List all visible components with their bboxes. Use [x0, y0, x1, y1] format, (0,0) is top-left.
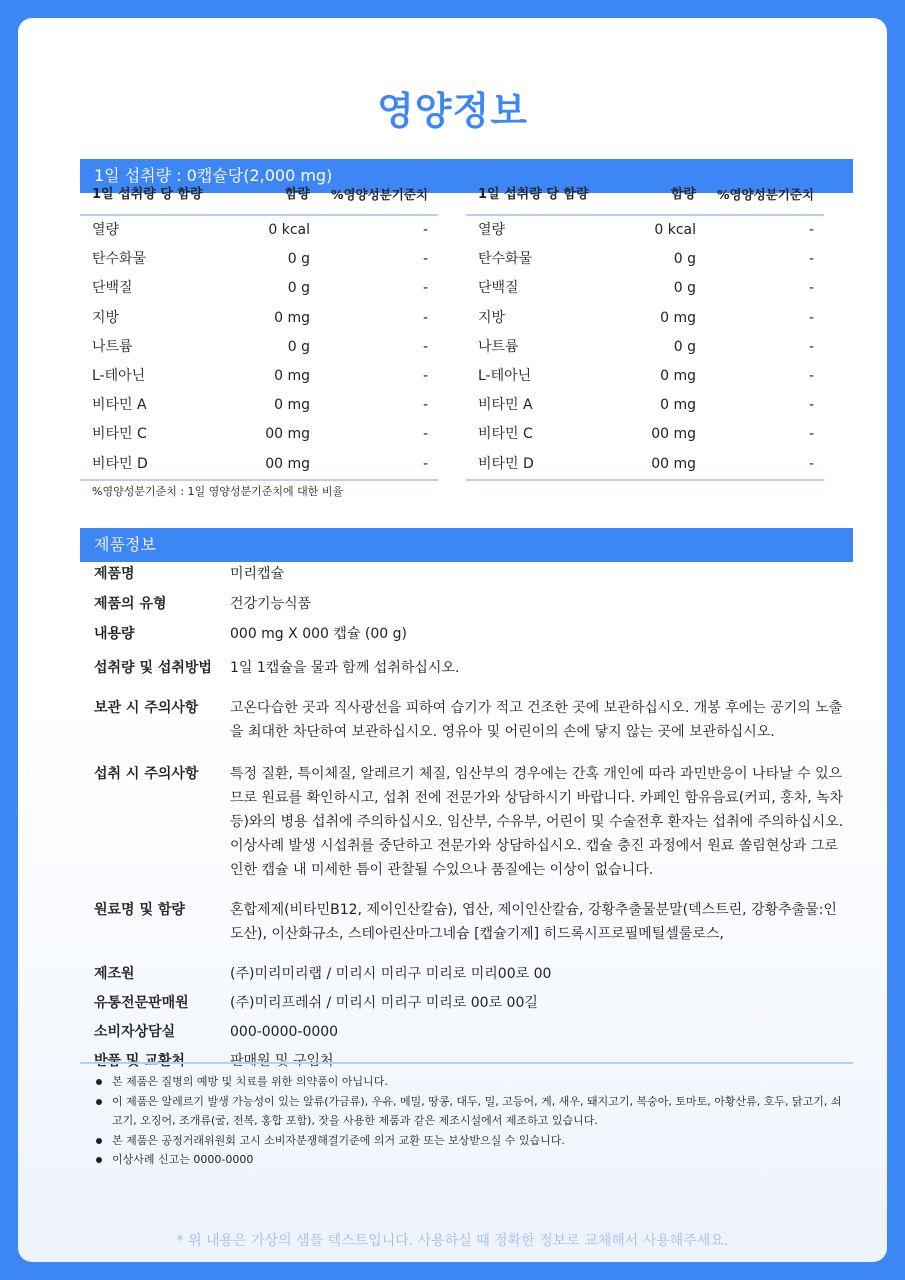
nutrient-name: 비타민 C [92, 426, 147, 443]
nutrient-daily-value: - [422, 338, 428, 355]
table-row [80, 274, 438, 303]
nutrient-amount: 0 g [673, 338, 696, 355]
nutrient-name: 비타민 A [478, 397, 533, 414]
info-label: 제품의 유형 [94, 596, 167, 612]
nutrient-amount: 0 kcal [654, 222, 696, 238]
nutrient-daily-value: - [808, 338, 814, 355]
nutrient-name: 나트륨 [92, 338, 133, 355]
header-daily-value: %영양성분기준치 [330, 187, 428, 202]
table-header [80, 176, 438, 216]
info-row-storage [80, 696, 853, 762]
table-row [80, 304, 438, 333]
table-row [80, 362, 438, 391]
nutrient-name: 나트륨 [478, 338, 519, 355]
header-per-serving: 1일 섭취량 당 함량 [478, 187, 589, 202]
table-row [466, 304, 824, 333]
info-value: 특정 질환, 특이체질, 알레르기 체질, 임산부의 경우에는 간혹 개인에 따라 과민반응이 나타날 수 있으므로 원료를 확인하시고, 섭취 전에 전문가와 상담하시기 바랍니다. 카페인 함유음료(커피, 홍차, 녹차 등)와의 병용 섭취에 주의하십시오. 임산부, 수유부, 어린이 및 수술전후 환자는 섭취에 주의하십시오. 이상사례 발생 시섭취를 중단하고 전문가와 상담하십시오. 캡슐 충진 과정에서 원료 쏠림현상과 그로인한 캡슐 내 미세한 틈이 관찰될 수있으나 품질에는 이상이 없습니다. [230, 766, 844, 878]
nutrient-amount: 0 mg [274, 367, 310, 384]
nutrient-amount: 00 mg [265, 426, 310, 443]
nutrient-name: 열량 [478, 222, 506, 238]
info-value: 고온다습한 곳과 직사광선을 피하여 습기가 적고 건조한 곳에 보관하십시오. 개봉 후에는 공기의 노출을 최대한 차단하여 보관하십시오. 영유아 및 어린이의 손에 닿지 않는 곳에 보관하십시오. [230, 700, 843, 740]
nutrient-amount: 0 mg [274, 309, 310, 326]
table-row [466, 216, 824, 245]
table-row [80, 245, 438, 274]
nutrient-amount: 0 g [287, 251, 310, 268]
info-label: 소비자상담실 [94, 1024, 176, 1040]
nutrient-daily-value: - [422, 455, 428, 472]
nutrient-daily-value: - [808, 309, 814, 326]
info-label: 제조원 [94, 966, 135, 982]
info-row-product-name [80, 562, 853, 592]
info-value: 000 mg X 000 캡슐 (00 g) [230, 626, 407, 642]
nutrient-daily-value: - [808, 222, 814, 238]
content-card [18, 18, 887, 1262]
table-row [466, 391, 824, 420]
nutrient-daily-value: - [422, 251, 428, 268]
table-row [80, 333, 438, 362]
info-row-consumer-center [80, 1020, 853, 1049]
list-item: 본 제품은 질병의 예방 및 치료를 위한 의약품이 아닙니다. [92, 1072, 852, 1092]
notice-list [92, 1072, 852, 1170]
nutrient-daily-value: - [808, 426, 814, 443]
info-label: 섭취 시 주의사항 [94, 766, 199, 782]
nutrient-name: 탄수화물 [478, 251, 533, 268]
nutrient-name: L-테아닌 [92, 367, 146, 384]
list-item: 본 제품은 공정거래위원회 고시 소비자분쟁해결기준에 의거 교환 또는 보상받으실 수 있습니다. [92, 1131, 852, 1151]
table-row [80, 216, 438, 245]
nutrient-amount: 00 mg [651, 455, 696, 472]
page-title: 영양정보 [377, 89, 528, 133]
nutrient-name: 단백질 [92, 280, 133, 297]
info-row-ingredients [80, 898, 853, 962]
info-row-contents [80, 622, 853, 656]
table-header [466, 176, 824, 216]
info-value: (주)미리프레쉬 / 미리시 미리구 미리로 00로 00길 [230, 995, 538, 1011]
info-value: 판매원 및 구입처 [230, 1053, 334, 1069]
nutrient-amount: 0 kcal [268, 222, 310, 238]
table-row [80, 420, 438, 449]
nutrient-daily-value: - [808, 367, 814, 384]
nutrition-table-right [466, 176, 824, 481]
info-value: 미리캡슐 [230, 566, 285, 582]
info-row-product-type [80, 592, 853, 622]
nutrient-amount: 00 mg [651, 426, 696, 443]
nutrition-table-left [80, 176, 438, 481]
info-label: 반품 및 교환처 [94, 1053, 185, 1069]
info-row-distributor [80, 991, 853, 1020]
nutrient-amount: 0 g [673, 280, 696, 297]
table-row [466, 245, 824, 274]
nutrient-daily-value: - [422, 309, 428, 326]
table-row [80, 391, 438, 420]
info-value: 건강기능식품 [230, 596, 312, 612]
nutrient-daily-value: - [422, 397, 428, 414]
sample-text-footnote: * 위 내용은 가상의 샘플 텍스트입니다. 사용하실 때 정확한 정보로 교체해서 사용해주세요. [176, 1233, 729, 1249]
nutrient-amount: 0 g [673, 251, 696, 268]
daily-value-note: %영양성분기준치 : 1일 영양성분기준치에 대한 비율 [92, 485, 344, 498]
header-daily-value: %영양성분기준치 [716, 187, 814, 202]
info-label: 원료명 및 함량 [94, 902, 185, 918]
table-row [466, 333, 824, 362]
table-row [466, 362, 824, 391]
table-row [466, 450, 824, 481]
nutrient-name: 지방 [92, 309, 120, 326]
product-info-list [80, 562, 853, 1077]
table-row [466, 420, 824, 449]
nutrient-name: 지방 [478, 309, 506, 326]
info-value: (주)미리미리랩 / 미리시 미리구 미리로 미리00로 00 [230, 966, 552, 982]
product-info-bar: 제품정보 [80, 528, 853, 562]
nutrient-daily-value: - [422, 426, 428, 443]
info-label: 내용량 [94, 626, 135, 642]
info-label: 섭취량 및 섭취방법 [94, 660, 212, 676]
nutrient-daily-value: - [422, 222, 428, 238]
nutrient-name: 비타민 C [478, 426, 533, 443]
nutrient-daily-value: - [808, 280, 814, 297]
nutrient-amount: 0 g [287, 280, 310, 297]
info-label: 보관 시 주의사항 [94, 700, 199, 716]
header-amount: 함량 [670, 187, 696, 202]
nutrient-name: 비타민 D [92, 455, 148, 472]
nutrient-name: 단백질 [478, 280, 519, 297]
nutrient-name: L-테아닌 [478, 367, 532, 384]
table-row [466, 274, 824, 303]
nutrient-amount: 0 mg [660, 309, 696, 326]
nutrient-daily-value: - [808, 251, 814, 268]
header-per-serving: 1일 섭취량 당 함량 [92, 187, 203, 202]
nutrient-amount: 0 g [287, 338, 310, 355]
nutrient-amount: 0 mg [660, 397, 696, 414]
table-row [80, 450, 438, 481]
info-value: 혼합제제(비타민B12, 제이인산칼슘), 엽산, 제이인산칼슘, 강황추출물분말(덱스트린, 강황추출물:인도산), 이산화규소, 스테아린산마그네슘 [캡슐기제] 히드록시프로필메틸셀룰로스, [230, 902, 837, 942]
nutrient-name: 비타민 A [92, 397, 147, 414]
list-item: 이상사례 신고는 0000-0000 [92, 1150, 852, 1170]
info-row-precautions [80, 762, 853, 898]
header-amount: 함량 [284, 187, 310, 202]
serving-size-bar: 1일 섭취량 : 0캡슐당(2,000 mg) [80, 159, 853, 193]
list-item: 이 제품은 알레르기 발생 가능성이 있는 알류(가금류), 우유, 메밀, 땅콩, 대두, 밀, 고등어, 게, 새우, 돼지고기, 복숭아, 토마토, 아황산류, 호두, 닭고기, 쇠고기, 오징어, 조개류(굴, 전복, 홍합 포함), 잣을 사용한 제품과 같은 제조시설에서 제조하고 있습니다. [92, 1092, 852, 1131]
info-label: 제품명 [94, 566, 135, 582]
nutrient-daily-value: - [808, 397, 814, 414]
nutrient-amount: 0 mg [274, 397, 310, 414]
info-row-manufacturer [80, 962, 853, 991]
info-value: 1일 1캡슐을 물과 함께 섭취하십시오. [230, 660, 460, 676]
nutrient-name: 열량 [92, 222, 120, 238]
nutrient-amount: 00 mg [265, 455, 310, 472]
info-divider [80, 1062, 853, 1064]
nutrient-daily-value: - [422, 367, 428, 384]
info-label: 유통전문판매원 [94, 995, 189, 1011]
nutrient-name: 비타민 D [478, 455, 534, 472]
nutrient-name: 탄수화물 [92, 251, 147, 268]
info-row-intake [80, 656, 853, 696]
nutrient-amount: 0 mg [660, 367, 696, 384]
info-value: 000-0000-0000 [230, 1024, 339, 1040]
nutrient-daily-value: - [422, 280, 428, 297]
nutrient-daily-value: - [808, 455, 814, 472]
